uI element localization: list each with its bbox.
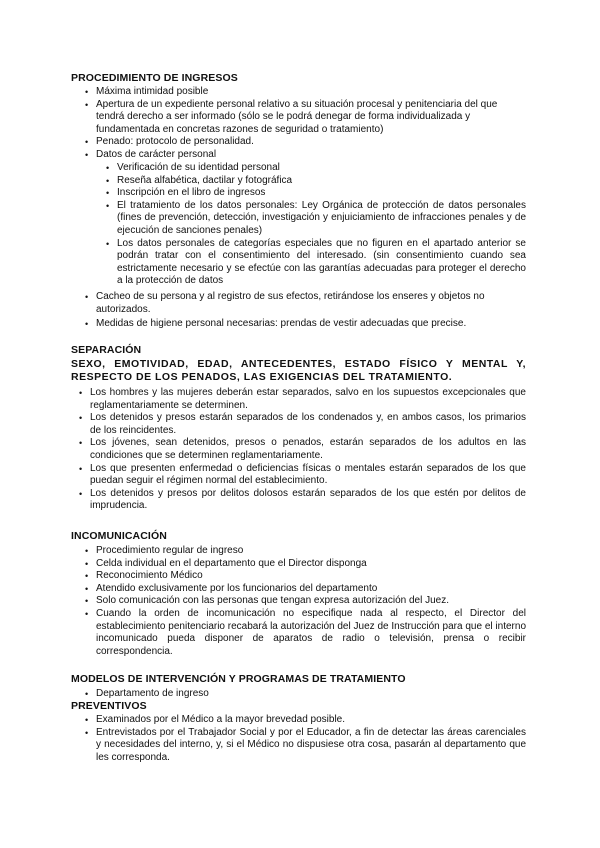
ingresos-list — [96, 86, 526, 162]
list-item: • Apertura de un expediente personal relativo a su situación procesal y penitenciaria del que tendrá derecho a ser informado (sólo se le podrá denegar de forma individualizada y fundamentada en concretas razones de seguridad o tratamiento) — [96, 99, 526, 137]
preventivos-list — [96, 714, 526, 764]
section-heading-separacion: SEPARACIÓN — [71, 344, 142, 356]
list-item: • Medidas de higiene personal necesarias: prendas de vestir adecuadas que precise. — [96, 318, 526, 331]
list-item: • Los jóvenes, sean detenidos, presos o penados, estarán separados de los adultos en las condiciones que se determinen reglamentariamente. — [90, 437, 526, 462]
ingresos-list-after — [96, 291, 526, 331]
section-heading-ingresos: PROCEDIMIENTO DE INGRESOS — [71, 72, 238, 84]
list-item: • Celda individual en el departamento que el Director disponga — [96, 558, 526, 571]
list-item: • Los detenidos y presos por delitos dolosos estarán separados de los que estén por delitos de imprudencia. — [90, 488, 526, 513]
list-item: • Examinados por el Médico a la mayor brevedad posible. — [96, 714, 526, 727]
list-item: • Procedimiento regular de ingreso — [96, 545, 526, 558]
separacion-list — [90, 387, 526, 513]
ingresos-sublist — [117, 162, 526, 288]
list-item: • Cuando la orden de incomunicación no especifique nada al respecto, el Director del establecimiento penitenciario recabará la autorización del Juez de Instrucción para que el interno incomunicado pueda disponer de aparatos de radio o televisión, prensa o recibir correspondencia. — [96, 608, 526, 658]
list-item: • Solo comunicación con las personas que tengan expresa autorización del Juez. — [96, 595, 526, 608]
list-item: • Datos de carácter personal — [96, 149, 526, 162]
list-item: • Máxima intimidad posible — [96, 86, 526, 99]
list-item: • Departamento de ingreso — [96, 688, 526, 701]
section-heading-incomunicacion: INCOMUNICACIÓN — [71, 530, 167, 542]
list-item: • Los datos personales de categorías especiales que no figuren en el apartado anterior se podrán tratar con el consentimiento del interesado. (sin consentimiento cuando sea estrictamente necesario y se efectúe con las garantías adecuadas para proteger el derecho a la protección de datos — [117, 238, 526, 288]
incomunicacion-list — [96, 545, 526, 658]
list-item: • Atendido exclusivamente por los funcionarios del departamento — [96, 583, 526, 596]
list-item: • Entrevistados por el Trabajador Social y por el Educador, a fin de detectar las áreas carenciales y necesidades del interno, y, si el Médico no dispusiese otra cosa, pasarán al departamento que les corresponda. — [96, 727, 526, 765]
list-item: • El tratamiento de los datos personales: Ley Orgánica de protección de datos personales (fines de prevención, detección, investigación y enjuiciamiento de infracciones penales y de ejecución de sanciones penales) — [117, 200, 526, 238]
list-item: • Reseña alfabética, dactilar y fotográfica — [117, 175, 526, 188]
section-heading-preventivos: PREVENTIVOS — [71, 700, 147, 712]
modelos-list — [96, 688, 526, 701]
list-item: • Reconocimiento Médico — [96, 570, 526, 583]
section-heading-modelos: MODELOS DE INTERVENCIÓN Y PROGRAMAS DE TRATAMIENTO — [71, 673, 406, 685]
separacion-subheading: SEXO, EMOTIVIDAD, EDAD, ANTECEDENTES, ESTADO FÍSICO Y MENTAL Y, RESPECTO DE LOS PENADOS, LAS EXIGENCIAS DEL TRATAMIENTO. — [71, 358, 526, 383]
list-item: • Los detenidos y presos estarán separados de los condenados y, en ambos casos, los primarios de los reincidentes. — [90, 412, 526, 437]
list-item: • Cacheo de su persona y al registro de sus efectos, retirándose los enseres y objetos no autorizados. — [96, 291, 526, 316]
list-item: • Los que presenten enfermedad o deficiencias físicas o mentales estarán separados de los que puedan seguir el régimen normal del establecimiento. — [90, 463, 526, 488]
list-item: • Verificación de su identidad personal — [117, 162, 526, 175]
list-item: • Inscripción en el libro de ingresos — [117, 187, 526, 200]
list-item: • Penado: protocolo de personalidad. — [96, 136, 526, 149]
list-item: • Los hombres y las mujeres deberán estar separados, salvo en los supuestos excepcionales que reglamentariamente se determinen. — [90, 387, 526, 412]
